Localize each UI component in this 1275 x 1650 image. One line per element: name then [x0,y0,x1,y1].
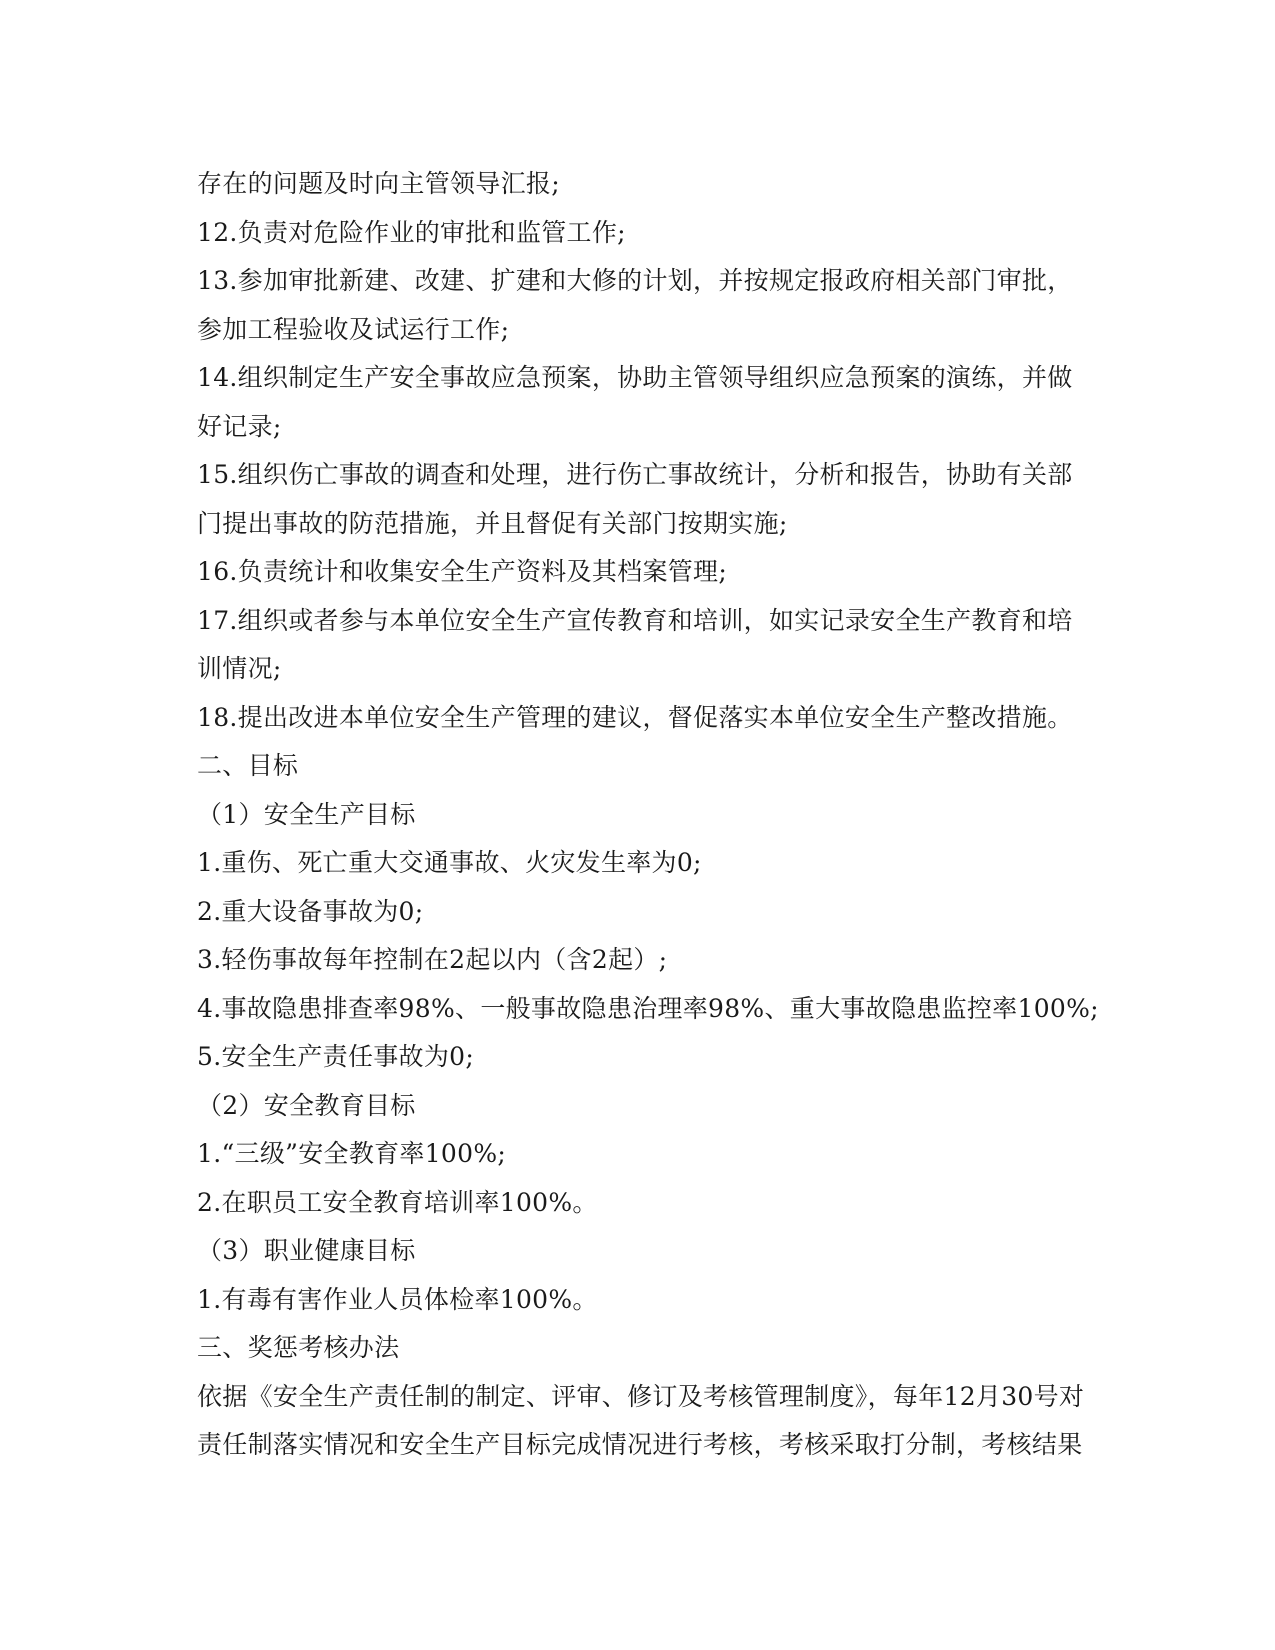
text-line: 12.负责对危险作业的审批和监管工作; [197,217,626,247]
text-line: 参加工程验收及试运行工作; [197,314,510,344]
text-line: 15.组织伤亡事故的调查和处理，进行伤亡事故统计，分析和报告，协助有关部 [197,460,1073,489]
list-item: 1.有毒有害作业人员体检率100%。 [197,1284,598,1314]
text-line: 18.提出改进本单位安全生产管理的建议，督促落实本单位安全生产整改措施。 [197,702,1073,732]
subsection-heading: （2）安全教育目标 [197,1090,416,1120]
text-line: 责任制落实情况和安全生产目标完成情况进行考核，考核采取打分制，考核结果 [197,1430,1083,1459]
text-line: 好记录; [197,411,282,441]
text-line: 依据《安全生产责任制的制定、评审、修订及考核管理制度》，每年12月30号对 [197,1381,1085,1411]
text-line: 14.组织制定生产安全事故应急预案，协助主管领导组织应急预案的演练，并做 [197,363,1073,392]
list-item: 3.轻伤事故每年控制在2起以内（含2起）; [197,945,668,974]
document-body [197,160,1099,1470]
list-item: 4.事故隐患排查率98%、一般事故隐患治理率98%、重大事故隐患监控率100%; [197,993,1099,1023]
list-item: 2.重大设备事故为0; [197,896,424,926]
subsection-heading: （1）安全生产目标 [197,799,416,829]
subsection-heading: （3）职业健康目标 [197,1236,416,1265]
section-heading: 二、目标 [197,751,299,780]
list-item: 5.安全生产责任事故为0; [197,1042,475,1071]
section-heading: 三、奖惩考核办法 [197,1333,400,1362]
text-line: 训情况; [197,654,282,683]
text-line: 门提出事故的防范措施，并且督促有关部门按期实施; [197,508,788,538]
text-line: 13.参加审批新建、改建、扩建和大修的计划，并按规定报政府相关部门审批， [197,266,1073,295]
text-line: 16.负责统计和收集安全生产资料及其档案管理; [197,557,728,586]
list-item: 2.在职员工安全教育培训率100%。 [197,1187,598,1217]
text-line: 存在的问题及时向主管领导汇报; [197,169,560,198]
text-line: 17.组织或者参与本单位安全生产宣传教育和培训，如实记录安全生产教育和培 [197,605,1073,635]
list-item: 1.重伤、死亡重大交通事故、火灾发生率为0; [197,848,702,877]
list-item: 1.“三级”安全教育率100%; [197,1139,507,1168]
